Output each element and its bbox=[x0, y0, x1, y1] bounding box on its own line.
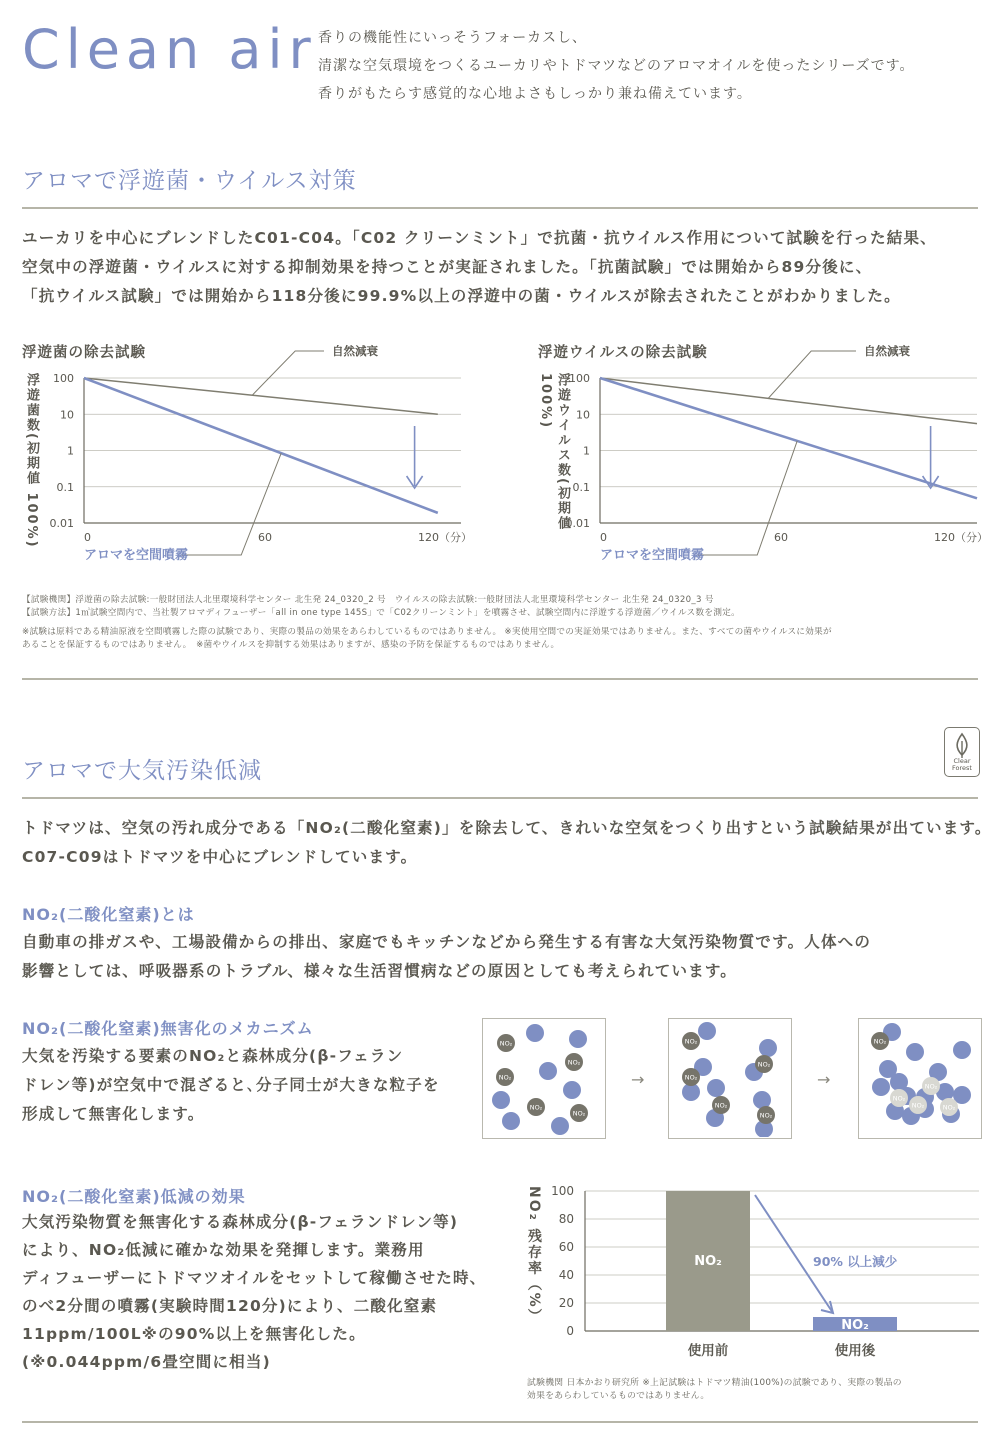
forest-particle bbox=[872, 1078, 890, 1096]
mechanism-body-line: ドレン等)が空気中で混ざると､分子同士が大きな粒子を bbox=[22, 1076, 440, 1094]
no2-particle-label: NO₂ bbox=[714, 1101, 728, 1110]
arrow-right-icon: → bbox=[817, 1070, 831, 1089]
y-tick-label: 1 bbox=[583, 444, 590, 458]
mechanism-panel-1 bbox=[482, 1018, 606, 1139]
chart2-title: 浮遊ウイルスの除去試験 bbox=[538, 345, 708, 361]
effect-body-line: 11ppm/100L※の90%以上を無害化した。 bbox=[22, 1325, 366, 1343]
what-body-line: 影響としては、呼吸器系のトラブル、様々な生活習慣病などの原因としても考えられています。 bbox=[22, 962, 738, 980]
logo-text bbox=[945, 758, 979, 772]
effect-notes bbox=[527, 1377, 902, 1403]
page-title: Clean air bbox=[22, 18, 317, 81]
section1-body bbox=[22, 224, 937, 311]
x-tick-label: 0 bbox=[84, 531, 91, 544]
mechanism-body bbox=[22, 1042, 440, 1129]
what-heading: NO₂(二酸化窒素)とは bbox=[22, 905, 195, 924]
forest-particle bbox=[569, 1030, 587, 1048]
y-tick-label: 20 bbox=[558, 1296, 574, 1310]
bar-label: NO₂ bbox=[694, 1254, 722, 1269]
no2-particle-label: NO₂ bbox=[684, 1073, 698, 1082]
effect-body-line: により、NO₂低減に確かな効果を発揮します。業務用 bbox=[22, 1241, 425, 1259]
note-line: 効果をあらわしているものではありません。 bbox=[527, 1391, 710, 1401]
logo-text-line: Clear bbox=[953, 757, 971, 765]
no2-particle-label: NO₂ bbox=[942, 1103, 956, 1112]
section1-notes bbox=[22, 594, 982, 652]
y-tick-label: 0 bbox=[566, 1324, 574, 1338]
y-tick-label: 100 bbox=[569, 372, 590, 385]
forest-particle bbox=[759, 1039, 777, 1057]
mechanism-heading: NO₂(二酸化窒素)無害化のメカニズム bbox=[22, 1019, 314, 1038]
legend-leader bbox=[768, 351, 856, 398]
no2-particle-label: NO₂ bbox=[757, 1060, 771, 1069]
forest-particle bbox=[539, 1062, 557, 1080]
no2-particle-label: NO₂ bbox=[759, 1111, 773, 1120]
y-tick-label: 0.1 bbox=[56, 480, 74, 494]
chart1-ylabel: 浮遊菌数(初期値 100%) bbox=[24, 373, 39, 549]
effect-body bbox=[22, 1208, 486, 1376]
note-line: 【試験方法】1㎥試験空間内で、当社製アロマディフューザー「all in one type 145S」で「C02クリーンミント」を噴霧させ、試験空間内に浮遊する浮遊菌／ウイルス数を測定。 bbox=[22, 608, 740, 618]
x-tick-label: 120（分） bbox=[418, 531, 472, 544]
no2-bar-chart bbox=[545, 1180, 985, 1365]
no2-particle-label: NO₂ bbox=[498, 1073, 512, 1082]
mechanism-panel-3 bbox=[858, 1018, 982, 1139]
effect-heading: NO₂(二酸化窒素)低減の効果 bbox=[22, 1187, 246, 1206]
no2-particle-label: NO₂ bbox=[572, 1109, 586, 1118]
intro-line: 香りがもたらす感覚的な心地よさもしっかり兼ね備えています。 bbox=[318, 86, 752, 102]
x-tick-label: 60 bbox=[258, 531, 272, 544]
section2-heading: アロマで大気汚染低減 bbox=[22, 758, 262, 784]
intro-line: 清潔な空気環境をつくるユーカリやトドマツなどのアロマオイルを使ったシリーズです。 bbox=[318, 58, 915, 74]
leaf-icon bbox=[945, 731, 979, 759]
effect-body-line: 大気汚染物質を無害化する森林成分(β-フェランドレン等) bbox=[22, 1213, 459, 1231]
no2-particle-label: NO₂ bbox=[911, 1101, 925, 1110]
legend-label-natural: 自然減衰 bbox=[864, 344, 910, 358]
effect-body-line: のべ2分間の噴霧(実験時間120分)により、二酸化窒素 bbox=[22, 1297, 438, 1315]
series-line-aroma bbox=[600, 378, 977, 498]
y-tick-label: 40 bbox=[558, 1268, 574, 1282]
x-category-label: 使用前 bbox=[687, 1343, 729, 1359]
intro-text bbox=[318, 24, 915, 108]
series-line-natural bbox=[600, 378, 977, 424]
chart1-title: 浮遊菌の除去試験 bbox=[22, 345, 146, 361]
forest-particle bbox=[698, 1022, 716, 1040]
bar-label: NO₂ bbox=[841, 1318, 869, 1333]
y-tick-label: 60 bbox=[558, 1240, 574, 1254]
legend-label-aroma: アロマを空間噴霧 bbox=[600, 548, 705, 563]
intro-line: 香りの機能性にいっそうフォーカスし、 bbox=[318, 30, 588, 46]
bacteria-chart bbox=[40, 338, 480, 578]
x-tick-label: 60 bbox=[774, 531, 788, 544]
legend-label-natural: 自然減衰 bbox=[332, 344, 378, 358]
x-tick-label: 120（分） bbox=[934, 531, 988, 544]
what-body bbox=[22, 928, 871, 986]
no2-particle-label: NO₂ bbox=[499, 1039, 513, 1048]
section1-heading: アロマで浮遊菌・ウイルス対策 bbox=[22, 168, 357, 194]
section2-body-line: トドマツは、空気の汚れ成分である「NO₂(二酸化窒素)」を除去して、きれいな空気をつくり出すという試験結果が出ています。 bbox=[22, 819, 992, 837]
section2-body bbox=[22, 814, 992, 872]
section1-end-divider bbox=[22, 678, 978, 680]
virus-chart bbox=[556, 338, 996, 578]
arrow-right-icon: → bbox=[631, 1070, 645, 1089]
no2-particle-label: NO₂ bbox=[873, 1037, 887, 1046]
legend-leader bbox=[252, 351, 324, 395]
decrease-annotation: 90% 以上減少 bbox=[813, 1254, 898, 1269]
chart2-ylabel: 浮遊ウイルス数(初期値 100%) bbox=[538, 373, 570, 531]
y-tick-label: 10 bbox=[60, 408, 74, 422]
section1-divider bbox=[22, 207, 978, 209]
series-line-natural bbox=[84, 378, 438, 414]
forest-particle bbox=[906, 1043, 924, 1061]
no2-particle-label: NO₂ bbox=[684, 1037, 698, 1046]
note-line: あることを保証するものではありません。 ※菌やウイルスを抑制する効果はありますが、感染の予防を保証するものではありません。 bbox=[22, 640, 560, 650]
x-category-label: 使用後 bbox=[834, 1343, 876, 1359]
particles-separate bbox=[483, 1019, 604, 1137]
forest-particle bbox=[953, 1041, 971, 1059]
clear-forest-logo bbox=[944, 727, 980, 777]
y-tick-label: 0.1 bbox=[572, 480, 590, 494]
section1-body-line: 空気中の浮遊菌・ウイルスに対する抑制効果を持つことが実証されました。「抗菌試験」では開始から89分後に、 bbox=[22, 258, 873, 276]
forest-particle bbox=[526, 1024, 544, 1042]
y-tick-label: 0.01 bbox=[565, 517, 590, 530]
forest-particle bbox=[551, 1117, 569, 1135]
mechanism-panel-2 bbox=[668, 1018, 792, 1139]
y-tick-label: 80 bbox=[558, 1212, 574, 1226]
no2-particle-label: NO₂ bbox=[567, 1058, 581, 1067]
no2-particle-label: NO₂ bbox=[529, 1103, 543, 1112]
section2-divider bbox=[22, 797, 978, 799]
logo-text-line: Forest bbox=[952, 764, 972, 772]
mechanism-body-line: 形成して無害化します。 bbox=[22, 1105, 205, 1123]
mechanism-body-line: 大気を汚染する要素のNO₂と森林成分(β-フェラン bbox=[22, 1047, 404, 1065]
forest-particle bbox=[563, 1081, 581, 1099]
series-line-aroma bbox=[84, 378, 438, 513]
section1-body-line: ユーカリを中心にブレンドしたC01-C04。「C02 クリーンミント」で抗菌・抗ウイルス作用について試験を行った結果、 bbox=[22, 229, 937, 247]
y-tick-label: 100 bbox=[551, 1184, 574, 1198]
note-line: ※試験は原料である精油原液を空間噴霧した際の試験であり、実際の製品の効果をあらわしているものではありません。 ※実使用空間での実証効果ではありません。また、すべての菌やウイルスに効果が bbox=[22, 627, 832, 637]
y-tick-label: 1 bbox=[67, 444, 74, 458]
x-tick-label: 0 bbox=[600, 531, 607, 544]
section1-body-line: 「抗ウイルス試験」では開始から118分後に99.9%以上の浮遊中の菌・ウイルスが除去されたことがわかりました。 bbox=[22, 287, 901, 305]
particles-bonded bbox=[859, 1019, 980, 1137]
forest-particle bbox=[707, 1079, 725, 1097]
no2-particle-label: NO₂ bbox=[892, 1094, 906, 1103]
forest-particle bbox=[492, 1091, 510, 1109]
bar-chart-ylabel: NO₂ 残存率（%） bbox=[526, 1186, 542, 1325]
effect-body-line: (※0.044ppm/6畳空間に相当) bbox=[22, 1353, 271, 1371]
y-tick-label: 100 bbox=[53, 372, 74, 385]
note-line: 【試験機関】浮遊菌の除去試験:一般財団法人北里環境科学センター 北生発 24_0320_2 号 ウイルスの除去試験:一般財団法人北里環境科学センター 北生発 24_0320_3 号 bbox=[22, 595, 714, 605]
note-line: 試験機関 日本かおり研究所 ※上記試験はトドマツ精油(100%)の試験であり、実際の製品の bbox=[527, 1378, 902, 1388]
y-tick-label: 10 bbox=[576, 408, 590, 422]
effect-body-line: ディフューザーにトドマツオイルをセットして稼働させた時、 bbox=[22, 1269, 487, 1287]
particles-mixing bbox=[669, 1019, 790, 1137]
y-tick-label: 0.01 bbox=[49, 517, 74, 530]
section2-end-divider bbox=[22, 1421, 978, 1423]
forest-particle bbox=[502, 1112, 520, 1130]
section2-body-line: C07-C09はトドマツを中心にブレンドしています。 bbox=[22, 848, 418, 866]
what-body-line: 自動車の排ガスや、工場設備からの排出、家庭でもキッチンなどから発生する有害な大気汚染物質です。人体への bbox=[22, 933, 872, 951]
legend-label-aroma: アロマを空間噴霧 bbox=[84, 548, 189, 563]
no2-particle-label: NO₂ bbox=[924, 1082, 938, 1091]
